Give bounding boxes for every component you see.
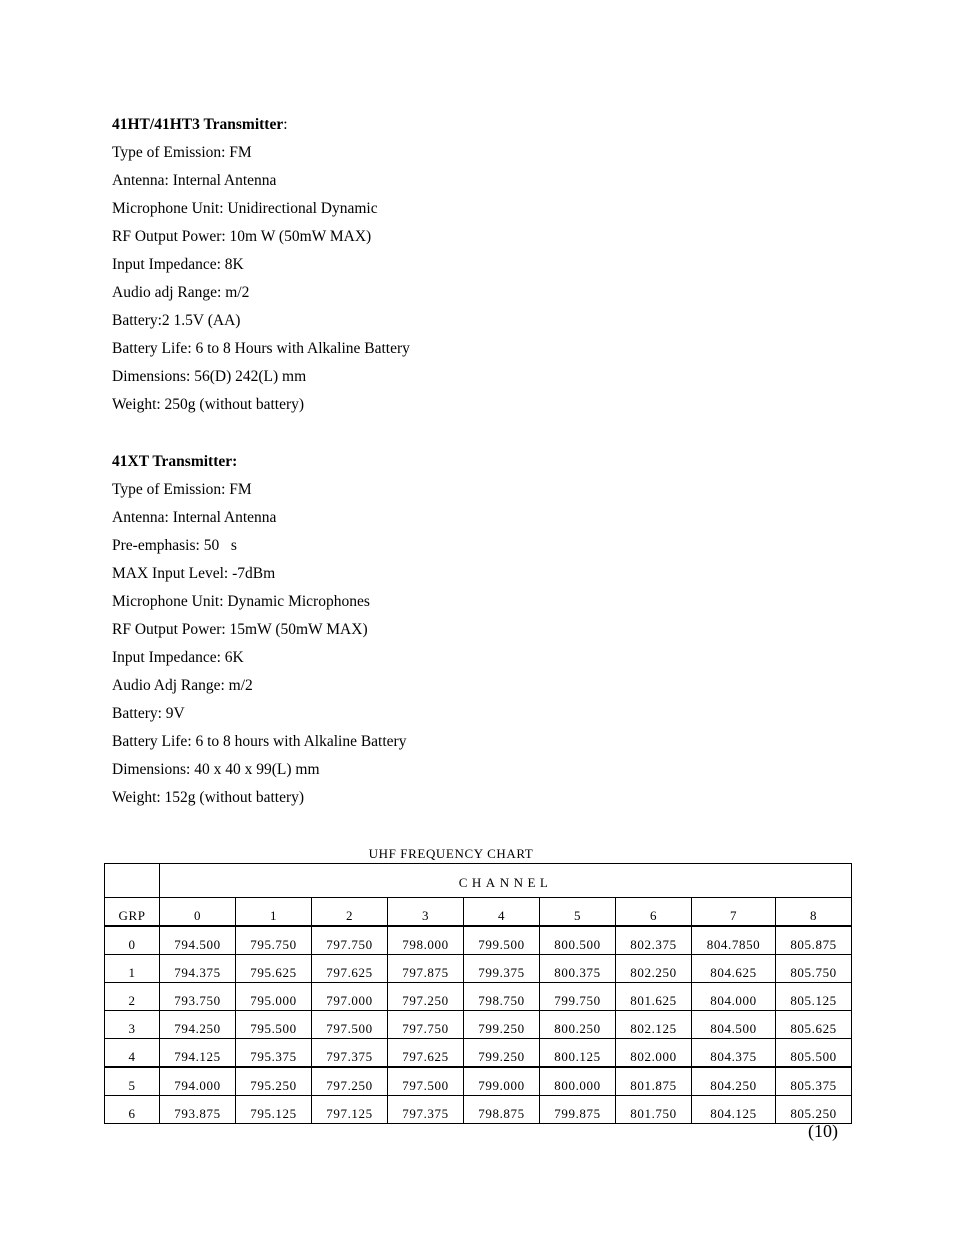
- spec-line: Battery Life: 6 to 8 hours with Alkaline Battery: [112, 733, 407, 750]
- channel-column-header: 4: [464, 898, 540, 927]
- frequency-cell: 795.500: [236, 1011, 312, 1039]
- grp-cell: 1: [105, 955, 160, 983]
- frequency-cell: 797.375: [312, 1039, 388, 1068]
- frequency-cell: 804.125: [692, 1096, 776, 1124]
- spec-section-41ht: [112, 113, 712, 421]
- frequency-cell: 805.125: [776, 983, 852, 1011]
- frequency-cell: 797.750: [388, 1011, 464, 1039]
- channel-header: CHANNEL: [160, 864, 852, 898]
- frequency-cell: 802.125: [616, 1011, 692, 1039]
- frequency-cell: 798.000: [388, 926, 464, 955]
- spec-line: Microphone Unit: Dynamic Microphones: [112, 593, 370, 610]
- frequency-cell: 804.375: [692, 1039, 776, 1068]
- frequency-cell: 794.375: [160, 955, 236, 983]
- spec-line: Weight: 152g (without battery): [112, 789, 305, 806]
- table-row: [105, 1096, 852, 1124]
- frequency-cell: 804.250: [692, 1067, 776, 1096]
- frequency-cell: 797.875: [388, 955, 464, 983]
- page-number: (10): [808, 1121, 838, 1141]
- channel-column-header: 0: [160, 898, 236, 927]
- frequency-cell: 794.250: [160, 1011, 236, 1039]
- frequency-cell: 802.250: [616, 955, 692, 983]
- channel-column-header: 7: [692, 898, 776, 927]
- frequency-cell: 795.125: [236, 1096, 312, 1124]
- section-heading-41xt: 41XT Transmitter:: [112, 453, 238, 470]
- frequency-cell: 797.000: [312, 983, 388, 1011]
- frequency-cell: 794.000: [160, 1067, 236, 1096]
- frequency-cell: 793.875: [160, 1096, 236, 1124]
- frequency-cell: 798.750: [464, 983, 540, 1011]
- frequency-cell: 794.500: [160, 926, 236, 955]
- spec-line: Dimensions: 40 x 40 x 99(L) mm: [112, 761, 320, 778]
- spec-line: Antenna: Internal Antenna: [112, 509, 277, 526]
- frequency-cell: 795.000: [236, 983, 312, 1011]
- spec-line: Input Impedance: 8K: [112, 256, 244, 273]
- frequency-cell: 799.375: [464, 955, 540, 983]
- grp-cell: 0: [105, 926, 160, 955]
- frequency-cell: 794.125: [160, 1039, 236, 1068]
- frequency-cell: 799.250: [464, 1039, 540, 1068]
- channel-column-header: 6: [616, 898, 692, 927]
- frequency-cell: 795.250: [236, 1067, 312, 1096]
- spec-line: Battery: 9V: [112, 705, 185, 722]
- channel-column-header: 8: [776, 898, 852, 927]
- channel-column-header: 2: [312, 898, 388, 927]
- frequency-cell: 800.500: [540, 926, 616, 955]
- frequency-cell: 797.625: [388, 1039, 464, 1068]
- frequency-cell: 798.875: [464, 1096, 540, 1124]
- frequency-cell: 797.625: [312, 955, 388, 983]
- frequency-cell: 795.375: [236, 1039, 312, 1068]
- table-row: [105, 926, 852, 955]
- frequency-cell: 799.500: [464, 926, 540, 955]
- frequency-cell: 802.000: [616, 1039, 692, 1068]
- grp-cell: 4: [105, 1039, 160, 1068]
- grp-cell: 6: [105, 1096, 160, 1124]
- frequency-cell: 799.875: [540, 1096, 616, 1124]
- grp-cell: 5: [105, 1067, 160, 1096]
- chart-title: UHF FREQUENCY CHART: [368, 846, 534, 861]
- spec-line: Type of Emission: FM: [112, 144, 252, 161]
- channel-column-header: 1: [236, 898, 312, 927]
- table-row: [105, 1067, 852, 1096]
- frequency-cell: 797.500: [312, 1011, 388, 1039]
- spec-line: RF Output Power: 10m W (50mW MAX): [112, 228, 372, 245]
- section-heading-41ht: [112, 113, 712, 141]
- heading-text: 41HT/41HT3 Transmitter: [112, 116, 284, 133]
- table-row: [105, 955, 852, 983]
- channel-column-header: 5: [540, 898, 616, 927]
- frequency-cell: 801.875: [616, 1067, 692, 1096]
- table-corner-cell: [105, 864, 160, 898]
- frequency-cell: 797.250: [312, 1067, 388, 1096]
- frequency-cell: 797.750: [312, 926, 388, 955]
- frequency-cell: 801.750: [616, 1096, 692, 1124]
- frequency-cell: 805.500: [776, 1039, 852, 1068]
- frequency-cell: 799.250: [464, 1011, 540, 1039]
- table-row: [105, 1011, 852, 1039]
- spec-line: RF Output Power: 15mW (50mW MAX): [112, 621, 368, 638]
- frequency-cell: 800.375: [540, 955, 616, 983]
- table-row: [105, 1039, 852, 1068]
- spec-line: Input Impedance: 6K: [112, 649, 244, 666]
- frequency-cell: 804.625: [692, 955, 776, 983]
- spec-section-41xt: [112, 450, 712, 814]
- spec-line: Audio adj Range: m/2: [112, 284, 250, 301]
- spec-line: Type of Emission: FM: [112, 481, 252, 498]
- table-row: [105, 983, 852, 1011]
- frequency-cell: 799.750: [540, 983, 616, 1011]
- spec-line: Pre-emphasis: 50 s: [112, 537, 237, 554]
- frequency-cell: 804.7850: [692, 926, 776, 955]
- spec-line: Antenna: Internal Antenna: [112, 172, 277, 189]
- grp-header: GRP: [105, 898, 160, 927]
- channel-column-header: 3: [388, 898, 464, 927]
- frequency-cell: 805.250: [776, 1096, 852, 1124]
- frequency-cell: 795.750: [236, 926, 312, 955]
- frequency-cell: 797.500: [388, 1067, 464, 1096]
- frequency-cell: 800.125: [540, 1039, 616, 1068]
- frequency-cell: 793.750: [160, 983, 236, 1011]
- uhf-frequency-table: [104, 863, 852, 1124]
- spec-line: Microphone Unit: Unidirectional Dynamic: [112, 200, 378, 217]
- frequency-cell: 801.625: [616, 983, 692, 1011]
- grp-cell: 2: [105, 983, 160, 1011]
- frequency-cell: 795.625: [236, 955, 312, 983]
- frequency-cell: 805.750: [776, 955, 852, 983]
- frequency-cell: 799.000: [464, 1067, 540, 1096]
- frequency-cell: 805.625: [776, 1011, 852, 1039]
- spec-line: MAX Input Level: -7dBm: [112, 565, 276, 582]
- frequency-cell: 802.375: [616, 926, 692, 955]
- spec-line: Battery Life: 6 to 8 Hours with Alkaline Battery: [112, 340, 410, 357]
- spec-line: Audio Adj Range: m/2: [112, 677, 253, 694]
- table-header-row-channel: [105, 864, 852, 898]
- grp-cell: 3: [105, 1011, 160, 1039]
- frequency-cell: 797.125: [312, 1096, 388, 1124]
- table-body: [105, 864, 852, 1124]
- spec-line: Weight: 250g (without battery): [112, 396, 305, 413]
- spec-line: Battery:2 1.5V (AA): [112, 312, 241, 329]
- frequency-cell: 797.375: [388, 1096, 464, 1124]
- frequency-cell: 805.875: [776, 926, 852, 955]
- frequency-cell: 797.250: [388, 983, 464, 1011]
- frequency-cell: 805.375: [776, 1067, 852, 1096]
- frequency-cell: 804.500: [692, 1011, 776, 1039]
- table-header-row-columns: [105, 898, 852, 927]
- heading-colon: :: [283, 116, 288, 133]
- frequency-cell: 800.000: [540, 1067, 616, 1096]
- frequency-cell: 804.000: [692, 983, 776, 1011]
- frequency-cell: 800.250: [540, 1011, 616, 1039]
- spec-line: Dimensions: 56(D) 242(L) mm: [112, 368, 307, 385]
